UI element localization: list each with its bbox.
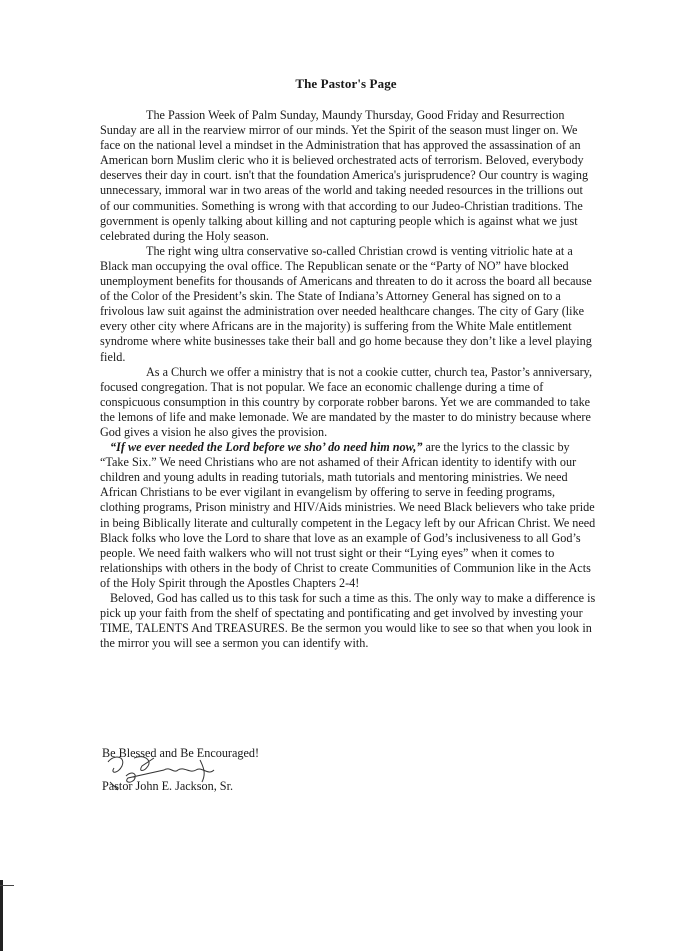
signature-name: Pastor John E. Jackson, Sr. bbox=[102, 779, 234, 793]
lyric-quote: “If we ever needed the Lord before we sho’ do need him now,” bbox=[110, 440, 423, 455]
scan-edge-tick bbox=[0, 885, 14, 886]
paragraph-2: The right wing ultra conservative so-called Christian crowd is venting vitriolic hate at a Black man occupying the oval office. The Republican senate or the “Party of NO” have blocked unemployment benefits for thousands of Americans and threaten to do it across the board all because of the Color of the President’s skin. The State of Indiana’s Attorney General has signed on to a frivolous law suit against the administration over needed healthcare changes. The city of Gary (like every other city where Africans are in the majority) is suffering from the White Male entitlement syndrome where white businesses take their ball and go home because they don’t like a level playing field. bbox=[100, 243, 592, 364]
paragraph-4-text: are the lyrics to the classic by “Take Six.” We need Christians who are not ashamed of their African identity to identify with our children and young adults in reading tutorials, math tutorials and mentoring ministries. We need African Christians to be ever vigilant in evangelism by offering to serve in feeding programs, clothing programs, Prison ministry and HIV/Aids ministries. We need Black believers who take pride in being Biblically literate and culturally competent in the Legacy left by our African Christ. We need Black folks who love the Lord to share that love as an example of God’s inclusiveness to all God’s people. We need faith walkers who will not trust sight or their “Lying eyes” when it comes to relationships with others in the body of Christ to create Communities of Communion like in the Acts of the Holy Spirit through the Apostles Chapters 2-4! bbox=[100, 440, 596, 590]
paragraph-5: Beloved, God has called us to this task for such a time as this. The only way to make a difference is pick up your faith from the shelf of spectating and pontificating and get involved by investing your TIME, TALENTS And TREASURES. Be the sermon you would like to see so that when you look in the mirror you will see a sermon you can identify with. bbox=[100, 591, 596, 651]
closing-blessing: Be Blessed and Be Encouraged! bbox=[102, 746, 260, 760]
paragraph-1: The Passion Week of Palm Sunday, Maundy Thursday, Good Friday and Resurrection Sunday are all in the rearview mirror of our minds. Yet the Spirit of the season must linger on. We face on the national level a mindset in the Administration that has approved the assassination of an American born Muslim cleric who it is believed orchestrated acts of terrorism. Beloved, everybody deserves their day in court. isn't that the foundation America's jurisprudence? Our country is waging unnecessary, immoral war in two areas of the world and taking needed resources in the trillions out of our communities. Something is wrong with that according to our Judeo-Christian traditions. The government is openly talking about killing and not capturing people which is against what we just celebrated during the Holy season. bbox=[100, 108, 589, 243]
paragraph-3: As a Church we offer a ministry that is not a cookie cutter, church tea, Pastor’s anniversary, focused congregation. That is not popular. We face an economic challenge during a time of conspicuous consumption in this country by corporate robber barons. Yet we are commanded to take the lemons of life and make lemonade. We are mandated by the master to do ministry because where God gives a vision he also gives the provision. bbox=[100, 364, 593, 439]
article-body bbox=[100, 108, 596, 651]
scan-edge-mark bbox=[0, 880, 3, 951]
page-title: The Pastor's Page bbox=[295, 76, 397, 91]
paragraph-4 bbox=[100, 440, 596, 591]
